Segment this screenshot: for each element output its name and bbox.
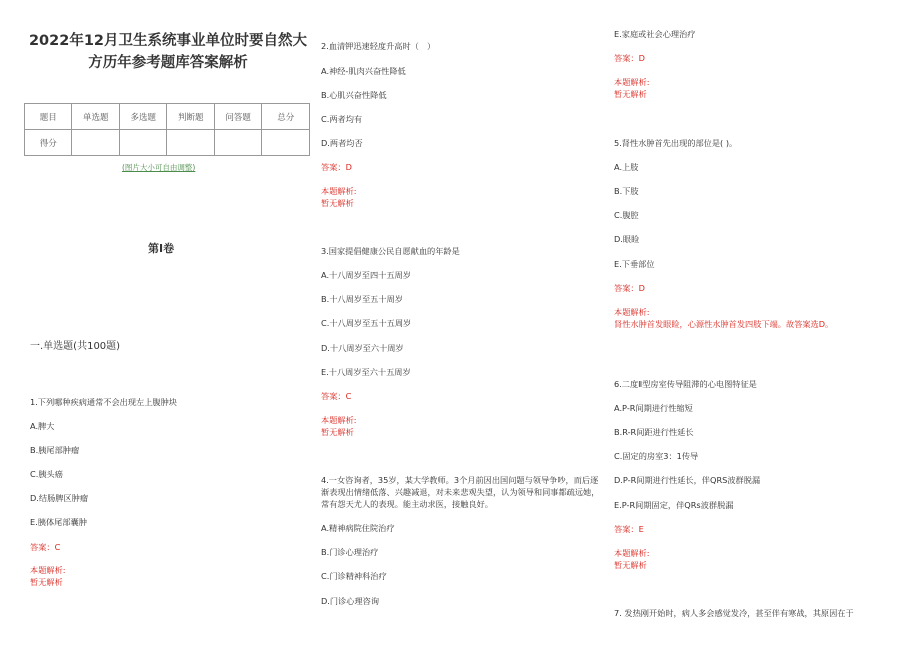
question-4-option: A.精神病院住院治疗 xyxy=(321,523,395,533)
score-cell xyxy=(72,130,119,156)
question-3-analysis-label: 本题解析: xyxy=(321,415,357,425)
answer-label: 答案： xyxy=(614,524,639,534)
score-header-cell: 问答题 xyxy=(214,104,261,130)
question-2-option: D.两者均否 xyxy=(321,138,363,148)
answer-label: 答案： xyxy=(614,53,639,63)
score-header-cell: 多选题 xyxy=(119,104,166,130)
question-3-option: A.十八周岁至四十五周岁 xyxy=(321,270,411,280)
score-header-cell: 总分 xyxy=(262,104,310,130)
question-3-option: C.十八周岁至五十五周岁 xyxy=(321,318,412,328)
question-1-option: C.胰头癌 xyxy=(30,469,63,479)
question-4-option: C.门诊精神科治疗 xyxy=(321,571,387,581)
score-table xyxy=(24,103,310,156)
question-5-stem: 5.肾性水肿首先出现的部位是( )。 xyxy=(614,138,738,148)
question-4-option: B.门诊心理治疗 xyxy=(321,547,379,557)
question-3-answer xyxy=(321,390,351,402)
question-6-option: B.R-R间距进行性延长 xyxy=(614,427,694,437)
volume-heading: 第Ⅰ卷 xyxy=(148,242,175,255)
answer-label: 答案： xyxy=(321,162,346,172)
question-5-option: E.下垂部位 xyxy=(614,259,655,269)
question-4-option: E.家庭或社会心理治疗 xyxy=(614,29,696,39)
document-title: 2022年12月卫生系统事业单位时要自然大方历年参考题库答案解析 xyxy=(28,33,308,71)
question-5-option: A.上肢 xyxy=(614,162,639,172)
question-1-option: A.脾大 xyxy=(30,421,55,431)
question-7-stem: 7. 发热刚开始时，病人多会感觉发冷，甚至伴有寒战，其原因在于 xyxy=(614,608,854,618)
question-6-stem: 6.二度Ⅱ型房室传导阻滞的心电图特征是 xyxy=(614,379,757,389)
question-5-option: C.腹腔 xyxy=(614,210,639,220)
answer-label: 答案： xyxy=(614,283,639,293)
question-2-answer xyxy=(321,161,352,173)
answer-value: D xyxy=(638,283,645,293)
question-1-option: E.胰体尾部囊肿 xyxy=(30,517,87,527)
question-2-stem: 2.血清钾迅速轻度升高时（ ） xyxy=(321,41,436,51)
question-3-option: D.十八周岁至六十周岁 xyxy=(321,343,404,353)
question-4-analysis-label: 本题解析: xyxy=(614,77,650,87)
question-6-analysis: 暂无解析 xyxy=(614,560,647,570)
question-6-option: A.P-R间期进行性缩短 xyxy=(614,403,693,413)
question-1-stem: 1.下列哪种疾病通常不会出现左上腹肿块 xyxy=(30,397,177,407)
question-1-option: B.胰尾部肿瘤 xyxy=(30,445,80,455)
score-cell xyxy=(214,130,261,156)
answer-value: D xyxy=(638,53,645,63)
question-4-option: D.门诊心理咨询 xyxy=(321,596,380,606)
score-header-cell: 判断题 xyxy=(167,104,214,130)
score-table-score-row xyxy=(25,130,310,156)
question-5-option: D.眼睑 xyxy=(614,234,640,244)
answer-value: C xyxy=(345,391,352,401)
section-heading: 一.单选题(共100题) xyxy=(30,341,121,352)
answer-label: 答案： xyxy=(321,391,346,401)
question-3-analysis: 暂无解析 xyxy=(321,427,354,437)
question-6-option: C.固定的房室3：1传导 xyxy=(614,451,699,461)
question-6-analysis-label: 本题解析: xyxy=(614,548,650,558)
answer-value: D xyxy=(345,162,352,172)
score-table-header-row xyxy=(25,104,310,130)
answer-value: E xyxy=(638,524,644,534)
question-4-analysis: 暂无解析 xyxy=(614,89,647,99)
question-5-analysis: 肾性水肿首发眼睑，心源性水肿首发四肢下端。故答案选D。 xyxy=(614,319,834,329)
question-1-analysis-label: 本题解析: xyxy=(30,565,66,575)
question-2-option: C.两者均有 xyxy=(321,114,363,124)
question-6-answer xyxy=(614,523,644,535)
question-5-analysis-label: 本题解析: xyxy=(614,307,650,317)
score-header-cell: 单选题 xyxy=(72,104,119,130)
question-2-analysis-label: 本题解析: xyxy=(321,186,357,196)
score-cell xyxy=(262,130,310,156)
question-6-option: E.P-R间期固定，伴QRs波群脱漏 xyxy=(614,500,734,510)
question-3-option: B.十八周岁至五十周岁 xyxy=(321,294,403,304)
question-5-answer xyxy=(614,282,645,294)
question-3-stem: 3.国家提倡健康公民自愿献血的年龄是 xyxy=(321,246,460,256)
question-2-option: A.神经-肌肉兴奋性降低 xyxy=(321,66,406,76)
score-cell xyxy=(167,130,214,156)
question-5-option: B.下肢 xyxy=(614,186,639,196)
answer-label: 答案： xyxy=(30,542,55,552)
image-size-note: (图片大小可自由调整) xyxy=(122,163,196,172)
question-4-answer xyxy=(614,52,645,64)
score-row-label: 得分 xyxy=(25,130,72,156)
question-4-stem: 4.一女咨询者，35岁，某大学教师。3个月前因出国问题与领导争吵，而后逐渐表现出情绪低落、兴趣减退，对未来悲观失望，认为领导和同事都疏远她，常有怨天尤人的表现。能主动求医，接触良好。 xyxy=(321,475,600,509)
answer-value: C xyxy=(54,542,61,552)
question-1-analysis: 暂无解析 xyxy=(30,577,63,587)
score-cell xyxy=(119,130,166,156)
score-header-cell: 题目 xyxy=(25,104,72,130)
question-2-analysis: 暂无解析 xyxy=(321,198,354,208)
question-6-option: D.P-R间期进行性延长，伴QRS波群脱漏 xyxy=(614,475,761,485)
question-3-option: E.十八周岁至六十五周岁 xyxy=(321,367,411,377)
question-2-option: B.心肌兴奋性降低 xyxy=(321,90,387,100)
question-1-option: D.结肠脾区肿瘤 xyxy=(30,493,89,503)
question-1-answer xyxy=(30,541,60,553)
